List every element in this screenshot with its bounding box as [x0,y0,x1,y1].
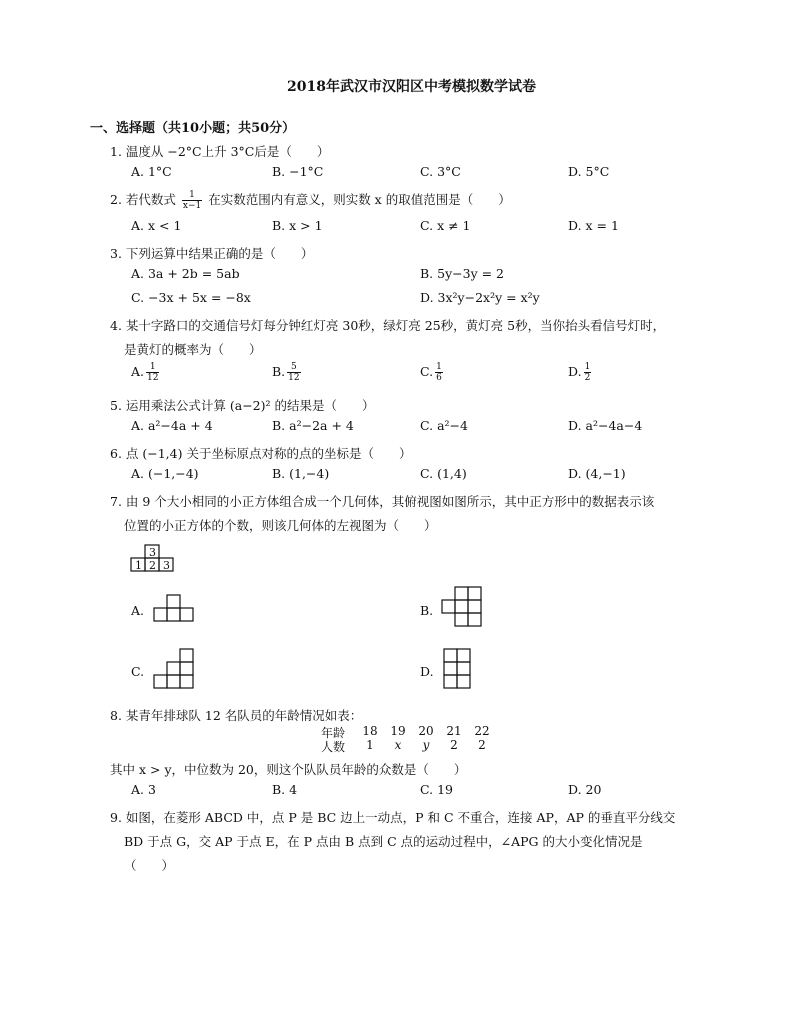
q1-option-c: C. 3°C [420,164,461,179]
q4-c-fraction [435,362,443,383]
q2-fraction [182,190,202,211]
q7-option-b-figure [441,586,483,630]
question-7-stem-line2: 位置的小正方体的个数，则该几何体的左视图为（ ） [124,518,437,533]
q1-option-a: A. 1°C [131,164,172,179]
q2-option-a: A. x < 1 [131,218,182,233]
age-row-label: 年龄 [320,726,345,740]
q4-d-fraction [584,362,592,383]
q2-option-c: C. x ≠ 1 [420,218,471,233]
question-2-stem [110,190,511,211]
q4-option-c [420,362,445,383]
q2-stem-pre: 2. 若代数式 [110,192,180,207]
count-cell-2: x [394,738,402,752]
question-3-stem: 3. 下列运算中结果正确的是（ ） [110,246,314,261]
age-cell-2: 19 [390,724,406,738]
question-4-stem-line1: 4. 某十字路口的交通信号灯每分钟红灯亮 30秒，绿灯亮 25秒，黄灯亮 5秒，当你抬头看信号灯时， [110,318,666,333]
q4-a-num: 1 [146,362,159,373]
q4-a-label: A. [131,364,145,379]
q8-option-d: D. 20 [568,782,602,797]
count-cell-4: 2 [450,738,458,752]
q4-d-label: D. [568,364,582,379]
age-cell-5: 22 [474,724,490,738]
age-table [318,724,498,754]
q4-b-den: 12 [288,373,300,383]
grid-top-number: 3 [149,546,156,559]
q4-b-num: 5 [287,362,300,373]
q6-option-b: B. (1,−4) [272,466,330,481]
q4-option-d [568,362,593,383]
q5-option-c: C. a²−4 [420,418,468,433]
q3-option-b: B. 5y−3y = 2 [420,266,505,281]
age-cell-1: 18 [362,724,378,738]
age-cell-3: 20 [418,724,434,738]
q1-option-b: B. −1°C [272,164,324,179]
section-heading: 一、选择题（共10小题；共50分） [90,121,296,136]
q4-a-den: 12 [147,373,159,383]
q7-option-a-label: A. [131,603,145,618]
q4-b-label: B. [272,364,286,379]
q7-option-c-label: C. [131,664,145,679]
question-8-stem: 8. 某青年排球队 12 名队员的年龄情况如表： [110,708,363,723]
q4-d-den: 2 [584,373,591,383]
q5-option-a: A. a²−4a + 4 [131,418,213,433]
q5-option-d: D. a²−4a−4 [568,418,643,433]
q2-option-d: D. x = 1 [568,218,619,233]
q4-a-fraction [146,362,159,383]
q4-c-label: C. [420,364,434,379]
q5-option-b: B. a²−2a + 4 [272,418,354,433]
question-9-stem-line3: （ ） [124,858,175,873]
q7-option-c-figure [153,648,195,692]
question-9-stem-line2: BD 于点 G，交 AP 于点 E，在 P 点由 B 点到 C 点的运动过程中，∠APG 的大小变化情况是 [124,834,643,849]
q6-option-c: C. (1,4) [420,466,467,481]
question-6-stem: 6. 点 (−1,4) 关于坐标原点对称的点的坐标是（ ） [110,446,412,461]
count-cell-5: 2 [478,738,486,752]
grid-number-3: 3 [163,559,170,572]
question-7-stem-line1: 7. 由 9 个大小相同的小正方体组合成一个几何体，其俯视图如图所示，其中正方形中的数据表示该 [110,494,655,509]
q3-option-c: C. −3x + 5x = −8x [131,290,251,305]
q8-option-b: B. 4 [272,782,298,797]
count-cell-1: 1 [366,738,374,752]
q8-option-a: A. 3 [131,782,156,797]
count-cell-3: y [422,738,430,752]
q2-frac-den: x−1 [182,201,202,211]
q4-b-fraction [287,362,300,383]
q6-option-a: A. (−1,−4) [131,466,199,481]
q7-option-b-label: B. [420,603,434,618]
q2-frac-num: 1 [182,190,202,201]
grid-number-1: 1 [135,559,142,572]
top-view-grid [130,544,176,574]
q1-option-d: D. 5°C [568,164,610,179]
q7-option-a-figure [153,594,195,624]
q2-stem-post: 在实数范围内有意义，则实数 x 的取值范围是（ ） [204,192,511,207]
q4-d-num: 1 [584,362,591,372]
question-1-stem: 1. 温度从 −2°C上升 3°C后是（ ） [110,144,330,159]
age-cell-4: 21 [446,724,462,738]
count-row-label: 人数 [320,740,345,754]
q3-option-d: D. 3x²y−2x²y = x²y [420,290,540,305]
q8-option-c: C. 19 [420,782,453,797]
q7-option-d-figure [443,648,473,692]
grid-number-2: 2 [149,559,156,572]
q4-option-a [131,362,161,383]
q2-option-b: B. x > 1 [272,218,323,233]
q4-c-den: 6 [436,373,442,383]
question-9-stem-line1: 9. 如图，在菱形 ABCD 中，点 P 是 BC 边上一动点，P 和 C 不重合，连接 AP，AP 的垂直平分线交 [110,810,676,825]
q3-option-a: A. 3a + 2b = 5ab [131,266,240,281]
exam-title: 2018年武汉市汉阳区中考模拟数学试卷 [287,79,536,95]
q7-option-d-label: D. [420,664,434,679]
q6-option-d: D. (4,−1) [568,466,626,481]
question-8-condition: 其中 x > y，中位数为 20，则这个队队员年龄的众数是（ ） [110,762,467,777]
q4-c-num: 1 [436,362,442,372]
q4-option-b [272,362,303,383]
question-4-stem-line2: 是黄灯的概率为（ ） [124,342,262,357]
question-5-stem: 5. 运用乘法公式计算 (a−2)² 的结果是（ ） [110,398,375,413]
